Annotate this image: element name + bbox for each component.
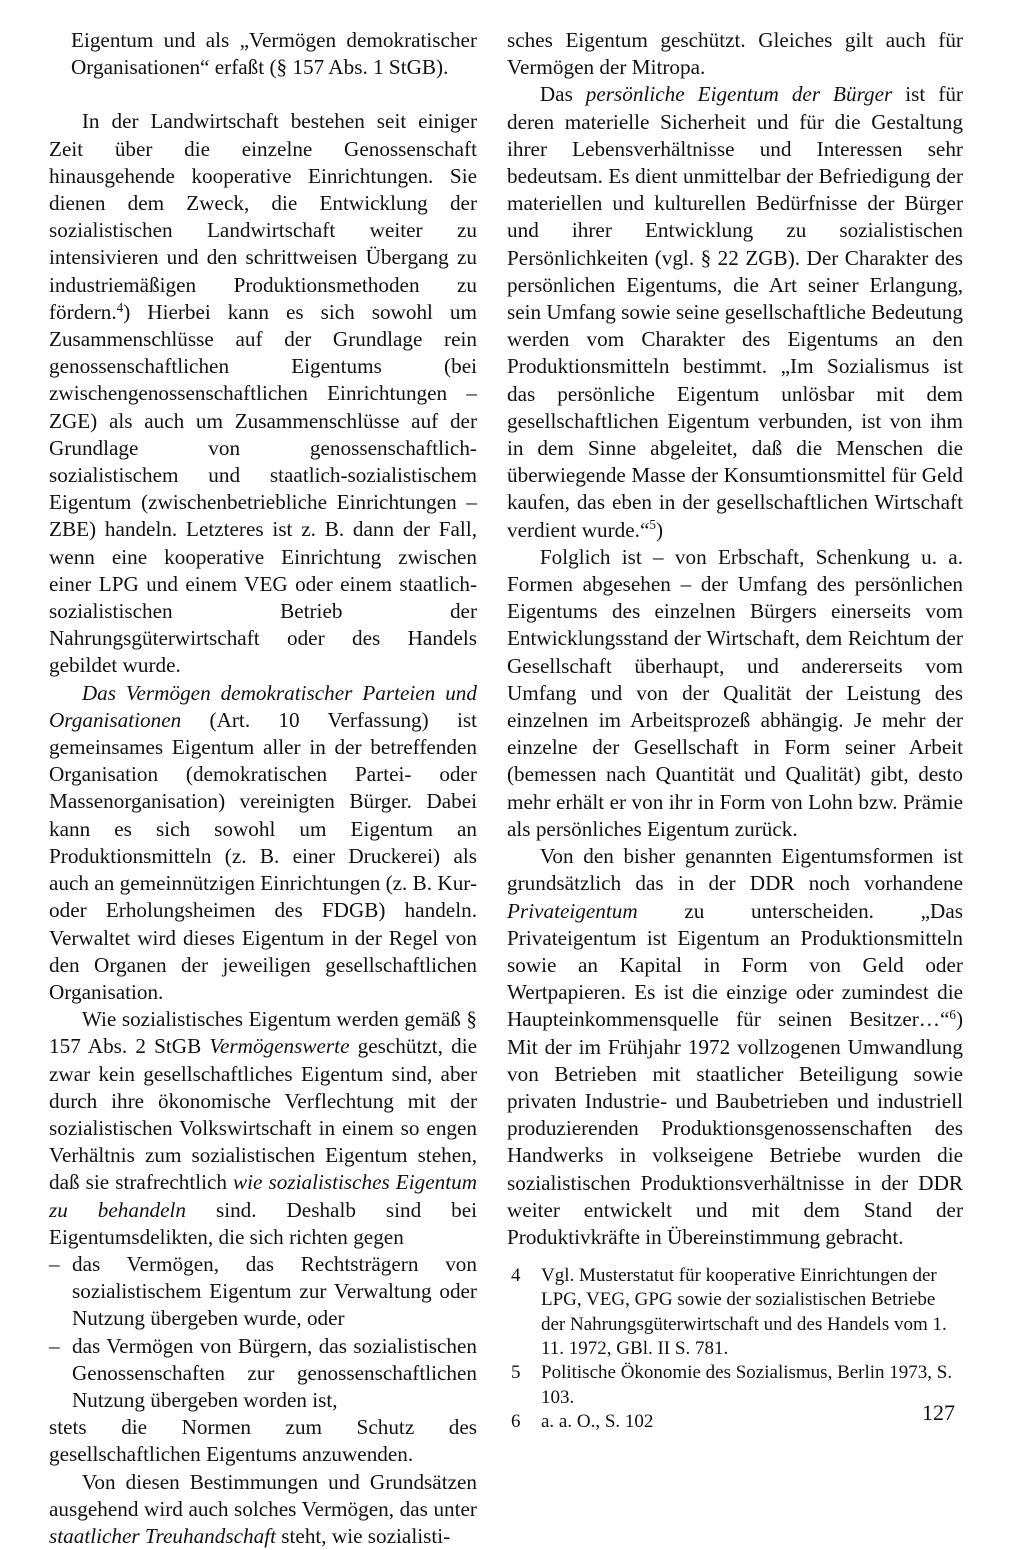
paragraph-party-property: Das Vermögen demokratischer Parteien und Organisationen (Art. 10 Verfassung) ist gemeinsames Eigentum aller in der betreffenden Organisation (demokratischen Partei- oder Massenorganisation) vereinigten Bürger. Dabei kann es sich sowohl um Eigentum an Produktionsmitteln (z. B. einer Druckerei) als auch an gemeinnützigen Einrichtungen (z. B. Kur- oder Erholungsheimen des FDGB) handeln. Verwaltet wird dieses Eigentum in der Regel von den Organen der jeweiligen gesellschaftlichen Organisation. xyxy=(49,680,477,1004)
page-number: 127 xyxy=(922,1400,955,1425)
footnote: 6 a. a. O., S. 102 xyxy=(511,1410,654,1432)
list-item: – das Vermögen, das Rechtsträgern von sozialistischem Eigentum zur Verwaltung oder Nutzung übergeben wurde, oder xyxy=(49,1251,477,1331)
paragraph-cooperative-institutions: In der Landwirtschaft bestehen seit einiger Zeit über die einzelne Genossenschaft hinausgehende kooperative Einrichtungen. Sie dienen dem Zweck, die Entwicklung der sozialistischen Landwirtschaft weiter zu intensivieren und den schrittweisen Übergang zu industriemäßigen Produktionsmethoden zu fördern.$^4$) Hierbei kann es sich sowohl um Zusammenschlüsse auf der Grundlage rein genossenschaftlichen Eigentums (bei zwischengenossenschaftlichen Einrichtungen – ZGE) als auch um Zusammenschlüsse auf der Grundlage von genossenschaftlich-sozialistischem und staatlich-sozialistischem Eigentum (zwischenbetriebliche Einrichtungen – ZBE) handeln. Letzteres ist z. B. dann der Fall, wenn eine kooperative Einrichtung zwischen einer LPG und einem VEG oder einem staatlich-sozialistischen Betrieb der Nahrungsgüterwirtschaft oder des Handels gebildet wurde. xyxy=(49,109,477,678)
list-item: – das Vermögen von Bürgern, das sozialistischen Genossenschaften zur genossenschaftlichen Nutzung übergeben worden ist, xyxy=(49,1333,477,1412)
footnotes xyxy=(507,1264,963,1434)
paragraph-private-property: Von den bisher genannten Eigentumsformen ist grundsätzlich das in der DDR noch vorhandene Privateigentum zu unterscheiden. „Das Privateigentum ist Eigentum an Produktionsmitteln sowie an Kapital in Form von Geld oder Wertpapieren. Es ist die einzige oder zumindest die Haupteinkommensquelle für seinen Besitzer…“$^6$) Mit der im Frühjahr 1972 vollzogenen Umwandlung von Betrieben mit staatlicher Beteiligung sowie privaten Industrie- und Baubetrieben und industriell produzierenden Produktionsgenossenschaften des Handwerks in volkseigene Betriebe wurden die sozialistischen Produktionsverhältnisse in der DDR weiter entwickelt und mit dem Stand der Produktivkräfte in Übereinstimmung gebracht. xyxy=(507,844,963,1249)
paragraph-personal-property: Das persönliche Eigentum der Bürger ist für deren materielle Sicherheit und für die Gestaltung ihrer Lebensverhältnisse und Interessen sehr bedeutsam. Es dient unmittelbar der Befriedigung der materiellen und kulturellen Bedürfnisse der Bürger und ihrer Entwicklung zu sozialistischen Persönlichkeiten (vgl. § 22 ZGB). Der Charakter des persönlichen Eigentums, die Art seiner Erlangung, sein Umfang sowie seine gesellschaftliche Bedeutung werden vom Charakter des Eigentums an den Produktionsmitteln bestimmt. „Im Sozialismus ist das persönliche Eigentum unlösbar mit dem gesellschaftlichen Eigentum verbunden, ist von ihm in dem Sinne abgeleitet, daß die Menschen die überwiegende Masse der Konsumtionsmittel für Geld kaufen, das eben in der gesellschaftlichen Wirtschaft verdient wurde.“$^5$) xyxy=(507,82,963,542)
footnote-ref-5: 5 xyxy=(649,517,656,533)
continued-paragraph: sches Eigentum geschützt. Gleiches gilt auch für Vermögen der Mitropa. xyxy=(507,28,963,80)
footnote-ref-4: 4 xyxy=(116,299,124,315)
continued-quote: Eigentum und als „Vermögen demokratischer Organisationen“ erfaßt (§ 157 Abs. 1 StGB). xyxy=(71,28,477,80)
paragraph-trusteeship: Von diesen Bestimmungen und Grundsätzen ausgehend wird auch solches Vermögen, das unter staatlicher Treuhandschaft steht, wie sozialisti- xyxy=(49,1469,477,1548)
paragraph-gap xyxy=(49,81,477,108)
footnote: 5 Politische Ökonomie des Sozialismus, Berlin 1973, S. 103. xyxy=(511,1362,953,1408)
emphasis-party-property: Das Vermögen demokratischer Parteien und Organisationen xyxy=(49,680,477,732)
right-column xyxy=(507,0,963,1434)
paragraph-assets-end: stets die Normen zum Schutz des gesellschaftlichen Eigentums anzuwenden. xyxy=(49,1415,477,1467)
footnote-ref-6: 6 xyxy=(949,1007,956,1023)
footnote: 4 Vgl. Musterstatut für kooperative Einrichtungen der LPG, VEG, GPG sowie der sozialistischen Betriebe der Nahrungsgüterwirtschaft und des Handels vom 1. 11. 1972, GBl. II S. 781. xyxy=(511,1265,947,1360)
left-column xyxy=(49,0,477,1550)
paragraph-consequently: Folglich ist – von Erbschaft, Schenkung u. a. Formen abgesehen – der Umfang des persönlichen Eigentums des einzelnen Bürgers einerseits vom Entwicklungsstand der Wirtschaft, dem Reichtum der Gesellschaft überhaupt, und andererseits vom Umfang und von der Qualität der Leistung des einzelnen im Arbeitsprozeß abhängig. Je mehr der einzelne der Gesellschaft in Form seiner Arbeit (bemessen nach Quantität und Qualität) gibt, desto mehr erhält er von ihr in Form von Lohn bzw. Prämie als persönliches Eigentum zurück. xyxy=(507,544,963,841)
paragraph-assets: Wie sozialistisches Eigentum werden gemäß § 157 Abs. 2 StGB Vermögenswerte geschützt, die zwar kein gesellschaftliches Eigentum sind, aber durch ihre ökonomische Verflechtung mit der sozialistischen Volkswirtschaft in einem so engen Verhältnis zum sozialistischen Eigentum stehen, daß sie strafrechtlich wie sozialistisches Eigentum zu behandeln sind. Deshalb sind bei Eigentumsdelikten, die sich richten gegen xyxy=(49,1007,477,1249)
